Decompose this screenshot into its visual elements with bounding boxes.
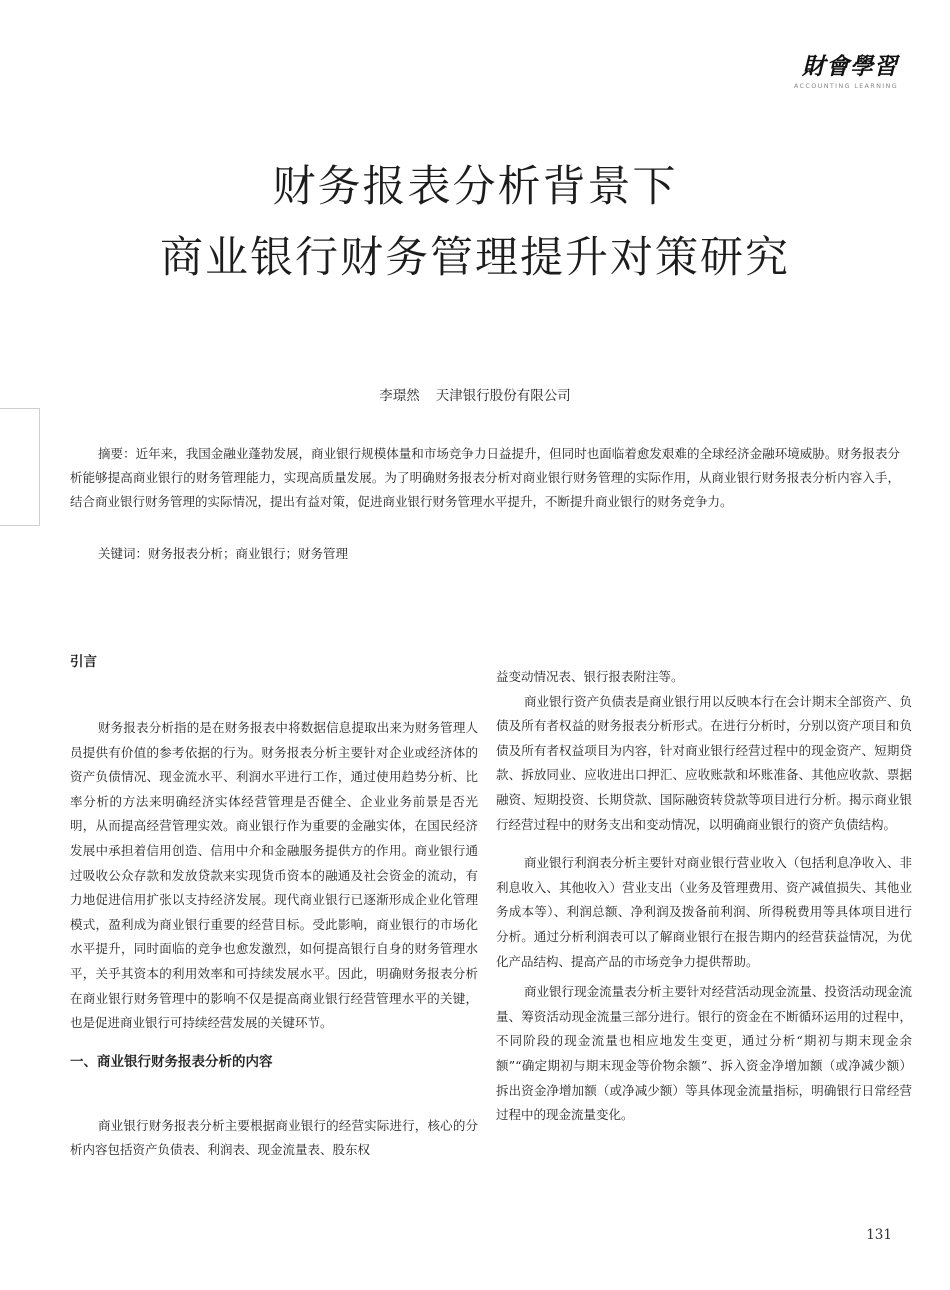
page-edge-tab	[0, 408, 40, 526]
cash-flow-paragraph: 商业银行现金流量表分析主要针对经营活动现金流量、投资活动现金流量、筹资活动现金流量三部分进行。银行的资金在不断循环运用的过程中，不同阶段的现金流量也相应地发生变更，通过分析“期初与期末现金余额”“确定期初与期末现金等价物余额”、拆入资金净增加额（或净减少额）拆出资金净增加额（或净减少额）等具体现金流量指标，明确银行日常经营过程中的现金流量变化。	[496, 984, 912, 1123]
article-title-line-2: 商业银行财务管理提升对策研究	[160, 233, 790, 283]
author-affiliation: 天津银行股份有限公司	[435, 388, 571, 404]
left-column	[70, 650, 478, 1163]
balance-sheet-paragraph: 商业银行资产负债表是商业银行用以反映本行在会计期末全部资产、负债及所有者权益的财务报表分析形式。在进行分析时，分别以资产项目和负债及所有者权益项目为内容，针对商业银行经营过程中的现金资产、短期贷款、拆放同业、应收进出口押汇、应收账款和坏账准备、其他应收款、票据融资、短期投资、长期贷款、国际融资转贷款等项目进行分析。揭示商业银行经营过程中的财务支出和变动情况，以明确商业银行的资产负债结构。	[496, 693, 912, 832]
right-column	[496, 665, 912, 1128]
section-1-paragraph: 商业银行财务报表分析主要根据商业银行的经营实际进行，核心的分析内容包括资产负债表、利润表、现金流量表、股东权	[70, 1117, 478, 1158]
journal-logo: 財會學習	[802, 54, 898, 80]
journal-english-name: ACCOUNTING LEARNING	[793, 82, 898, 90]
abstract: 摘要：近年来，我国金融业蓬勃发展，商业银行规模体量和市场竞争力日益提升，但同时也面临着愈发艰难的全球经济金融环境威胁。财务报表分析能够提高商业银行的财务管理能力，实现高质量发展。为了明确财务报表分析对商业银行财务管理的实际作用，从商业银行财务报表分析内容入手，结合商业银行财务管理的实际情况，提出有益对策，促进商业银行财务管理水平提升，不断提升商业银行的财务竞争力。	[70, 446, 900, 509]
section-heading-intro: 引言	[70, 654, 97, 670]
page-number: 131	[866, 1227, 892, 1243]
intro-paragraph: 财务报表分析指的是在财务报表中将数据信息提取出来为财务管理人员提供有价值的参考依据的行为。财务报表分析主要针对企业或经济体的资产负债情况、现金流水平、利润水平进行工作，通过使用趋势分析、比率分析的方法来明确经济实体经营管理是否健全、企业业务前景是否光明，从而提高经营管理实效。商业银行作为重要的金融实体，在国民经济发展中承担着信用创造、信用中介和金融服务提供方的作用。商业银行通过吸收公众存款和发放贷款来实现货币资本的融通及社会资金的流动，有力地促进信用扩张以支持经济发展。现代商业银行已逐渐形成企业化管理模式，盈利成为商业银行重要的经营目标。受此影响，商业银行的市场化水平提升，同时面临的竞争也愈发激烈，如何提高银行自身的财务管理水平，关乎其资本的利用效率和可持续发展水平。因此，明确财务报表分析在商业银行财务管理中的影响不仅是提高商业银行经营管理水平的关键，也是促进商业银行可持续经营发展的关键环节。	[70, 720, 478, 1031]
keywords: 关键词：财务报表分析；商业银行；财务管理	[98, 546, 349, 561]
author-line	[0, 384, 950, 404]
author-name: 李璟然	[379, 388, 420, 404]
income-statement-paragraph: 商业银行利润表分析主要针对商业银行营业收入（包括利息净收入、非利息收入、其他收入）营业支出（业务及管理费用、资产减值损失、其他业务成本等）、利润总额、净利润及拨备前利润、所得税费用等具体项目进行分析。通过分析利润表可以了解商业银行在报告期内的经营获益情况，为优化产品结构、提高产品的市场竞争力提供帮助。	[496, 855, 912, 969]
section-heading-1: 一、商业银行财务报表分析的内容	[70, 1053, 273, 1070]
continued-paragraph: 益变动情况表、银行报表附注等。	[496, 669, 684, 684]
journal-brand	[794, 48, 898, 90]
article-title-line-1: 财务报表分析背景下	[272, 162, 678, 212]
